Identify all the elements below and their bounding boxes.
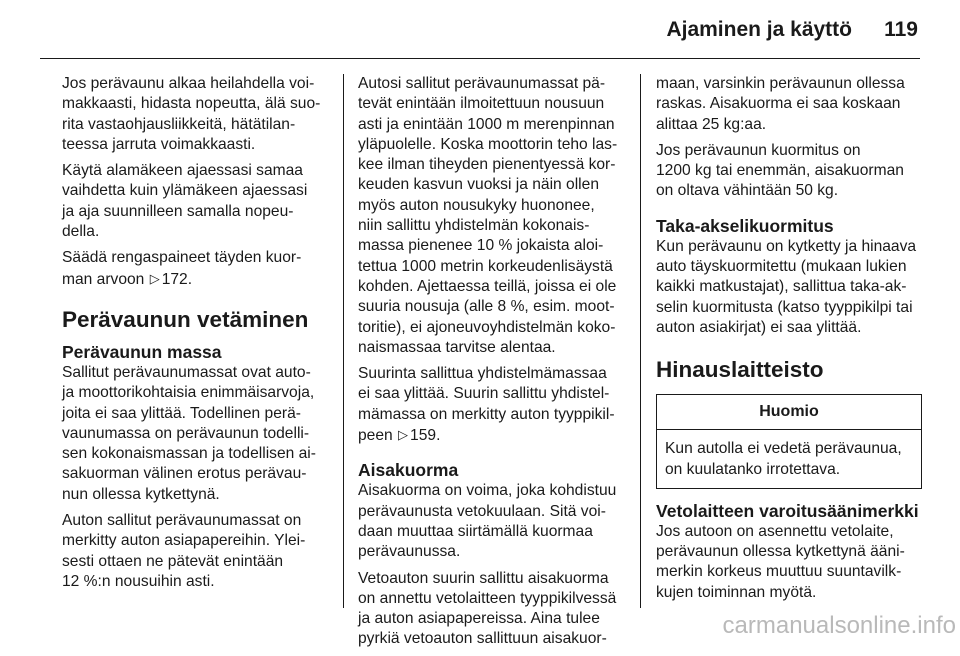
column-divider-1 bbox=[343, 74, 344, 608]
paragraph: Autosi sallitut perävaunumassat pä- tevät enintään ilmoitettuun nousuun asti ja enintään 1000 m merenpinnan yläpuolelle. Koska moottorin teho las- kee ilman tiheyden pienentyessä kor- keuden kasvun vuoksi ja näin ollen myös auton nousukyky huononee, niin sallittu yhdistelmän kokonais- massa pienenee 10 % jokaista aloi- tettua 1000 metrin korkeudenlisäystä kohden. Ajettaessa teillä, joissa ei ole suuria nousuja (alle 8 %, esim. moot- toritie), ei ajoneuvoyhdistelmän koko- naismassaa tarvitse alentaa. bbox=[358, 75, 618, 356]
page-reference[interactable]: 159. bbox=[410, 427, 441, 445]
paragraph: Aisakuorma on voima, joka kohdistuu perävaunusta vetokuulaan. Sitä voi- daan muuttaa siirtämällä kuormaa perävaunussa. bbox=[358, 482, 617, 561]
paragraph: maan, varsinkin perävaunun ollessa raskas. Aisakuorma ei saa koskaan alittaa 25 kg:aa. bbox=[656, 75, 905, 133]
header-divider bbox=[40, 58, 920, 59]
section-title: Perävaunun vetäminen bbox=[62, 306, 309, 332]
chapter-title: Ajaminen ja käyttö bbox=[666, 18, 852, 41]
paragraph: Jos perävaunu alkaa heilahdella voi- makkaasti, hidasta nopeutta, älä suo- rita vastaohjausliikkeitä, hätätilan- teessa jarruta voimakkaasti. bbox=[62, 75, 321, 153]
note-box bbox=[656, 394, 922, 489]
paragraph: Sallitut perävaunumassat ovat auto- ja moottorikohtaisia enimmäisarvoja, joita ei saa ylittää. Todellinen perä- vaunumassa on perävaunun todelli- sen kokonaismassan ja todellisen ai- sakuorman välinen erotus perävau- nun ollessa kytkettynä. bbox=[62, 363, 316, 503]
subsection-title: Vetolaitteen varoitusäänimerkki bbox=[656, 500, 919, 521]
page-reference[interactable]: 172. bbox=[161, 270, 193, 288]
column-1 bbox=[62, 74, 330, 598]
note-body: Kun autolla ei vedetä perävaunua, on kuulatanko irrotettava. bbox=[665, 440, 902, 478]
paragraph: Jos perävaunun kuormitus on 1200 kg tai enemmän, aisakuorman on oltava vähintään 50 kg. bbox=[656, 141, 904, 200]
column-3 bbox=[656, 74, 924, 609]
page-number: 119 bbox=[884, 18, 918, 41]
paragraph: Suurinta sallittua yhdistelmämassaa ei saa ylittää. Suurin sallittu yhdistel- mämassa on merkitty auton tyyppikil- peen ▷ 159. bbox=[358, 365, 615, 445]
paragraph: Käytä alamäkeen ajaessasi samaa vaihdetta kuin ylämäkeen ajaessasi ja aja suunnilleen samalla nopeu- della. bbox=[62, 162, 308, 241]
page-reference-arrow-icon[interactable]: ▷ bbox=[398, 427, 409, 443]
column-divider-2 bbox=[640, 74, 641, 608]
watermark: carmanualsonline.info bbox=[722, 612, 956, 639]
column-2 bbox=[358, 74, 626, 656]
page-header bbox=[0, 0, 960, 52]
note-title: Huomio bbox=[657, 395, 921, 430]
subsection-title: Perävaunun massa bbox=[62, 341, 222, 362]
paragraph: Kun perävaunu on kytketty ja hinaava auto täyskuormitettu (mukaan lukien kaikki matkustajat), sallittua taka-ak- selin kuormitusta (katso tyyppikilpi tai auton asiakirjat) ei saa ylittää. bbox=[656, 237, 917, 336]
page-reference-arrow-icon[interactable]: ▷ bbox=[149, 270, 160, 286]
subsection-title: Aisakuorma bbox=[358, 460, 459, 481]
paragraph: Jos autoon on asennettu vetolaite, perävaunun ollessa kytkettynä ääni- merkin korkeus muuttuu suuntavilk- kujen toiminnan myötä. bbox=[656, 522, 905, 601]
paragraph: Säädä rengaspaineet täyden kuor- man arvoon ▷ 172. bbox=[62, 249, 302, 288]
subsection-title: Taka-akselikuormitus bbox=[656, 215, 834, 236]
paragraph: Auton sallitut perävaunumassat on merkitty auton asiapapereihin. Ylei- sesti ottaen ne pätevät enintään 12 %:n nousuihin asti. bbox=[62, 512, 306, 590]
section-title: Hinauslaitteisto bbox=[656, 357, 824, 383]
paragraph: Vetoauton suurin sallittu aisakuorma on annettu vetolaitteen tyyppikilvessä ja auton asiapapereissa. Aina tulee pyrkiä vetoauton sallittuun aisakuor- bbox=[358, 569, 617, 648]
